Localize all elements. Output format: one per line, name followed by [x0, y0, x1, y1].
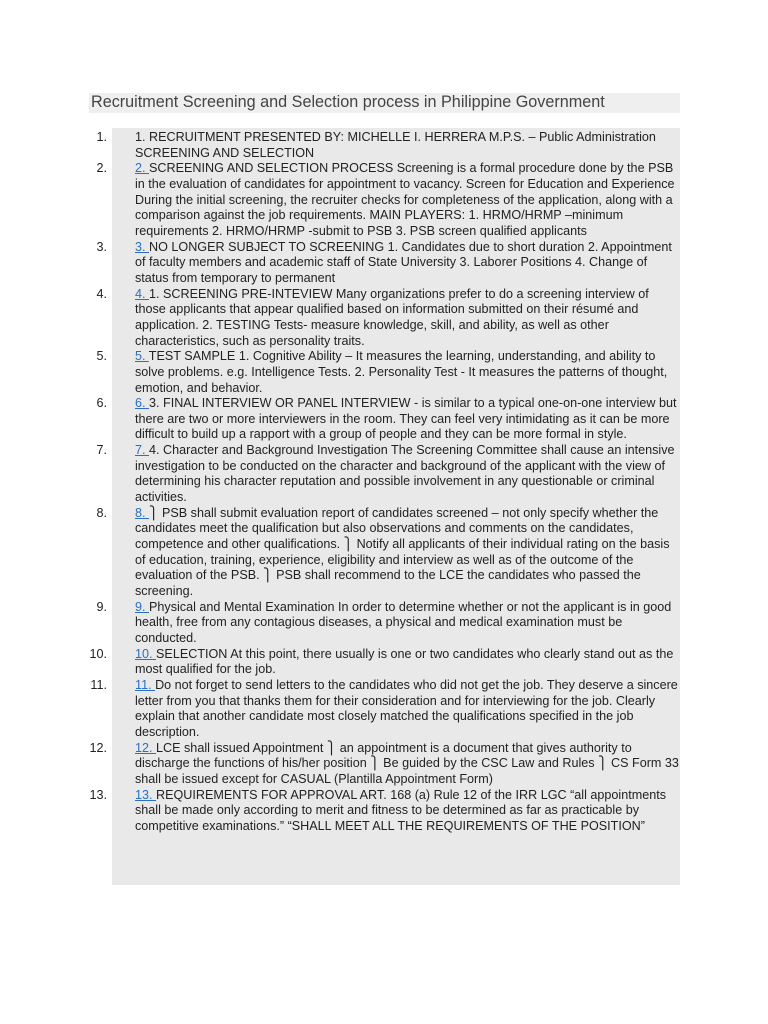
list-item-4	[96, 286, 680, 350]
item-number: 9.	[96, 599, 107, 614]
item-number: 5.	[96, 349, 107, 364]
item-text: ⎫ PSB shall submit evaluation report of candidates screened – not only specify whether the candidates meet the qualification but also observations and comments on the candidates, competence and other qualifications. ⎫ Notify all applicants of their individual rating on the basis of education, training, experience, eligibility and interview as well as of the outcome of the evaluation of the PSB. ⎫ PSB shall recommend to the LCE the candidates who passed the screening.	[135, 505, 670, 599]
item-number: 13.	[89, 787, 107, 802]
item-link-11[interactable]: 11.	[135, 677, 156, 692]
list-item-11	[90, 677, 680, 741]
item-link-7[interactable]: 7.	[135, 443, 150, 458]
item-text: TEST SAMPLE 1. Cognitive Ability – It measures the learning, understanding, and ability to solve problems. e.g. Intelligence Tests. 2. Personality Test - It measures the patterns of thought, emotion, and behavior.	[135, 349, 668, 395]
item-number: 3.	[96, 239, 107, 254]
item-link-4[interactable]: 4.	[135, 286, 150, 301]
list-item-9	[96, 599, 680, 647]
item-number: 11.	[90, 677, 107, 692]
item-text: Physical and Mental Examination In order to determine whether or not the applicant is in good health, free from any contagious diseases, a physical and medical examination must be conducted.	[135, 599, 672, 645]
item-number: 4.	[96, 286, 107, 301]
item-number: 12.	[89, 740, 107, 755]
list-item-6	[96, 396, 680, 443]
item-link-3[interactable]: 3.	[135, 239, 150, 254]
item-link-12[interactable]: 12.	[135, 740, 157, 755]
list-item-10	[89, 646, 680, 678]
list-item-3	[96, 239, 680, 287]
item-number: 1.	[96, 130, 107, 144]
list-item-13	[89, 787, 680, 835]
list-item-7	[96, 443, 680, 506]
item-link-10[interactable]: 10.	[135, 646, 157, 661]
item-link-8[interactable]: 8.	[135, 505, 150, 520]
item-link-13[interactable]: 13.	[135, 787, 157, 802]
list-item-8	[96, 505, 680, 600]
title-bar	[89, 93, 680, 113]
list-item-2	[96, 161, 680, 239]
item-link-9[interactable]: 9.	[135, 599, 150, 614]
item-link-6[interactable]: 6.	[135, 396, 150, 411]
item-text: SCREENING AND SELECTION PROCESS Screening is a formal procedure done by the PSB in the evaluation of candidates for appointment to vacancy. Screen for Education and Experience During the initial screening, the recruiter checks for completeness of the application, along with a comparison against the job requirements. MAIN PLAYERS: 1. HRMO/HRMP –minimum requirements 2. HRMO/HRMP -submit to PSB 3. PSB screen qualified applicants	[135, 161, 675, 238]
item-number: 7.	[96, 443, 107, 458]
item-number: 10.	[89, 646, 107, 661]
item-text: 4. Character and Background Investigation The Screening Committee shall cause an intensive investigation to be conducted on the character and background of the applicant with the view of determining his character reputation and possible involvement in any questionable or criminal activities.	[135, 443, 675, 505]
item-text: 1. SCREENING PRE-INTEVIEW Many organizations prefer to do a screening interview of those applicants that appear qualified based on information submitted on their résumé and application. 2. TESTING Tests- measure knowledge, skill, and ability, as well as other characteristics, such as personality traits.	[135, 286, 649, 348]
item-text: NO LONGER SUBJECT TO SCREENING 1. Candidates due to short duration 2. Appointment of faculty members and academic staff of State University 3. Laborer Positions 4. Change of status from temporary to permanent	[135, 239, 672, 285]
item-number: 8.	[96, 505, 107, 520]
list-item-12	[89, 740, 680, 788]
item-text: Do not forget to send letters to the candidates who did not get the job. They deserve a sincere letter from you that thanks them for their consideration and for interviewing for the job. Clearly explain that another candidate most closely matched the qualifications specified in the job description.	[135, 677, 678, 739]
item-text: LCE shall issued Appointment ⎫ an appointment is a document that gives authority to discharge the functions of his/her position ⎫ Be guided by the CSC Law and Rules ⎫ CS Form 33 shall be issued except for CASUAL (Plantilla Appointment Form)	[135, 740, 679, 786]
item-text: 1. RECRUITMENT PRESENTED BY: MICHELLE I. HERRERA M.P.S. – Public Administration SCREENING AND SELECTION	[135, 130, 656, 160]
item-text: REQUIREMENTS FOR APPROVAL ART. 168 (a) Rule 12 of the IRR LGC “all appointments shall be made only according to merit and fitness to be determined as far as practicable by competitive examinations.” “SHALL MEET ALL THE REQUIREMENTS OF THE POSITION”	[135, 787, 667, 833]
item-text: 3. FINAL INTERVIEW OR PANEL INTERVIEW - is similar to a typical one-on-one interview but there are two or more interviewers in the room. They can feel very intimidating as it can be more difficult to build up a rapport with a group of people and they can be more formal in style.	[135, 396, 677, 442]
item-number: 6.	[96, 396, 107, 411]
page-title: Recruitment Screening and Selection process in Philippine Government	[91, 93, 605, 111]
item-link-2[interactable]: 2.	[135, 161, 150, 176]
item-link-5[interactable]: 5.	[135, 349, 149, 364]
content-list-box	[89, 128, 680, 885]
list-item-1	[96, 130, 680, 161]
list-item-5	[96, 349, 680, 396]
item-list	[89, 130, 680, 835]
item-text: SELECTION At this point, there usually is one or two candidates who clearly stand out as the most qualified for the job.	[135, 646, 674, 677]
item-number: 2.	[96, 161, 107, 176]
